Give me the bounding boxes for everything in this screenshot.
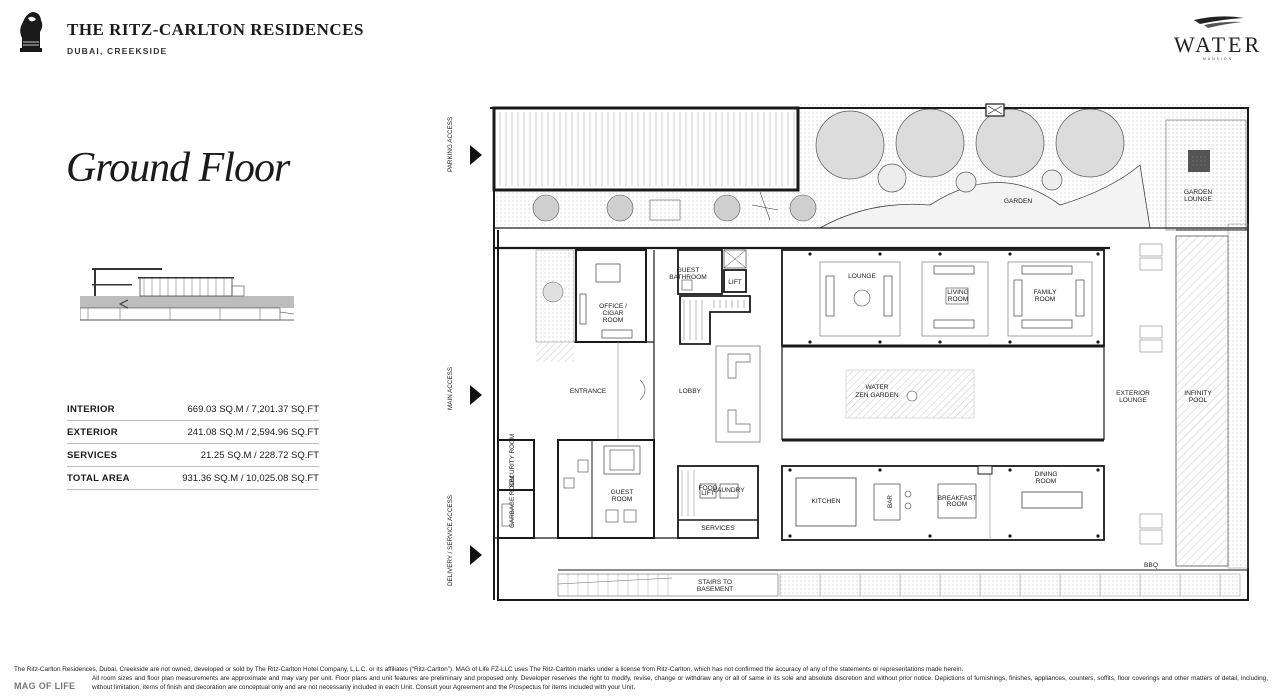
area-value: 241.08 SQ.M / 2,594.96 SQ.FT bbox=[146, 421, 319, 444]
stairs-label-2: BASEMENT bbox=[696, 586, 734, 593]
area-label: INTERIOR bbox=[67, 398, 146, 421]
family-room-label-2: ROOM bbox=[1034, 296, 1056, 303]
stairs-label-1: STAIRS TO bbox=[697, 579, 733, 586]
food-lift-label-1: FOOD bbox=[698, 485, 718, 492]
entrance-label: ENTRANCE bbox=[569, 388, 607, 395]
laundry-label: LAUNDRY bbox=[713, 487, 745, 494]
disclaimer-line-2: All room sizes and floor plan measurements are approximate and may vary per unit. Floor plans and unit features are preliminary and proposed only. Developer reserves the right to modify, revise, change or withdraw any or all of same in its sole and absolute discretion and without prior notice. Depictions of furnishings, finishes, appliances, counters, soffits, floor coverings and other matters of detail, including, without limitation, items of finish and decoration are conceptual only and are not necessarily included in each Unit. Consult your Agreement and the Prospectus for items included with your Unit. bbox=[92, 675, 1268, 691]
page-title: Ground Floor bbox=[66, 145, 290, 191]
main-access-arrow bbox=[470, 385, 482, 405]
services-label: SERVICES bbox=[701, 525, 735, 532]
garden-lounge-label-2: LOUNGE bbox=[1184, 196, 1212, 203]
garbage-room-label: GARBAGE ROOM bbox=[509, 475, 516, 528]
table-row bbox=[67, 467, 319, 490]
dining-room-label-2: ROOM bbox=[1035, 478, 1057, 485]
ground-floor-plan bbox=[440, 96, 1260, 616]
water-logo-text: WATER bbox=[1173, 32, 1263, 57]
garden-lounge-area bbox=[1166, 120, 1246, 230]
legal-disclaimer bbox=[14, 665, 1268, 692]
mag-of-life-credit: MAG OF LIFE bbox=[14, 681, 76, 691]
area-value: 931.36 SQ.M / 10,025.08 SQ.FT bbox=[146, 467, 319, 490]
water-mansion-logo bbox=[1164, 10, 1272, 62]
office-label-1: OFFICE / bbox=[599, 303, 627, 310]
parking-access-label: PARKING ACCESS bbox=[447, 116, 454, 172]
living-wing bbox=[782, 250, 1104, 346]
kitchen-label: KITCHEN bbox=[811, 498, 841, 505]
garbage-room bbox=[498, 490, 534, 538]
guest-room-label-1: GUEST bbox=[610, 489, 634, 496]
family-room-label-1: FAMILY bbox=[1033, 289, 1057, 296]
brand-subtitle: DUBAI, CREEKSIDE bbox=[67, 46, 168, 56]
breakfast-room-label-1: BREAKFAST bbox=[937, 495, 977, 502]
office-label-2: CIGAR bbox=[602, 310, 624, 317]
guest-bathroom-label-2: BATHROOM bbox=[669, 274, 707, 281]
living-room-label-1: LIVING bbox=[947, 289, 969, 296]
area-label: TOTAL AREA bbox=[67, 467, 146, 490]
security-room-label: SECURITY ROOM bbox=[509, 433, 516, 487]
lobby-feature bbox=[716, 346, 760, 442]
water-logo-subtext: MANSION bbox=[1202, 57, 1234, 61]
table-row bbox=[67, 444, 319, 467]
disclaimer-line-1: The Ritz-Carlton Residences, Dubai, Creekside are not owned, developed or sold by The Ritz-Carlton Hotel Company, L.L.C. or its affiliates (“Ritz-Carlton”). MAG of Life FZ-LLC uses The Ritz-Carlton marks under a license from Ritz-Carlton, which has not confirmed the accuracy of any of the statements or representations made herein. bbox=[14, 666, 964, 673]
office-label-3: ROOM bbox=[602, 317, 624, 324]
infinity-pool-label-2: POOL bbox=[1188, 397, 1208, 404]
guest-bathroom-label-1: GUEST bbox=[676, 267, 700, 274]
lounge-label: LOUNGE bbox=[848, 273, 876, 280]
parking-area bbox=[494, 108, 798, 190]
brand-title: THE RITZ-CARLTON RESIDENCES bbox=[67, 20, 364, 39]
exterior-lounge-label-2: LOUNGE bbox=[1119, 397, 1147, 404]
zen-garden-label-2: ZEN GARDEN bbox=[855, 392, 899, 399]
lobby-label: LOBBY bbox=[679, 388, 701, 395]
area-table bbox=[67, 398, 319, 490]
table-row bbox=[67, 421, 319, 444]
table-row bbox=[67, 398, 319, 421]
building-section-drawing bbox=[80, 262, 294, 336]
garden-lounge-label-1: GARDEN bbox=[1183, 189, 1213, 196]
lift-label: LIFT bbox=[728, 279, 742, 286]
bbq-label: BBQ bbox=[1144, 562, 1158, 569]
exterior-lounge-label-1: EXTERIOR bbox=[1116, 390, 1150, 397]
area-value: 669.03 SQ.M / 7,201.37 SQ.FT bbox=[146, 398, 319, 421]
area-value: 21.25 SQ.M / 228.72 SQ.FT bbox=[146, 444, 319, 467]
zen-garden-label-1: WATER bbox=[865, 384, 889, 391]
guest-room-label-2: ROOM bbox=[611, 496, 633, 503]
infinity-pool-label-1: INFINITY bbox=[1184, 390, 1212, 397]
bar-label: BAR bbox=[887, 495, 894, 508]
breakfast-room-label-2: ROOM bbox=[946, 501, 968, 508]
parking-access-arrow bbox=[470, 145, 482, 165]
delivery-access-arrow bbox=[470, 545, 482, 565]
guest-room bbox=[558, 440, 654, 538]
garden-label: GARDEN bbox=[1003, 198, 1033, 205]
dining-room-label-1: DINING bbox=[1034, 471, 1058, 478]
delivery-access-label: DELIVERY / SERVICE ACCESS bbox=[447, 495, 454, 586]
food-lift-label-2: LIFT bbox=[701, 490, 715, 497]
security-room bbox=[498, 440, 534, 490]
lion-crest-logo bbox=[14, 8, 46, 54]
living-room-label-2: ROOM bbox=[947, 296, 969, 303]
area-label: SERVICES bbox=[67, 444, 146, 467]
main-access-label: MAIN ACCESS bbox=[447, 366, 454, 410]
area-label: EXTERIOR bbox=[67, 421, 146, 444]
